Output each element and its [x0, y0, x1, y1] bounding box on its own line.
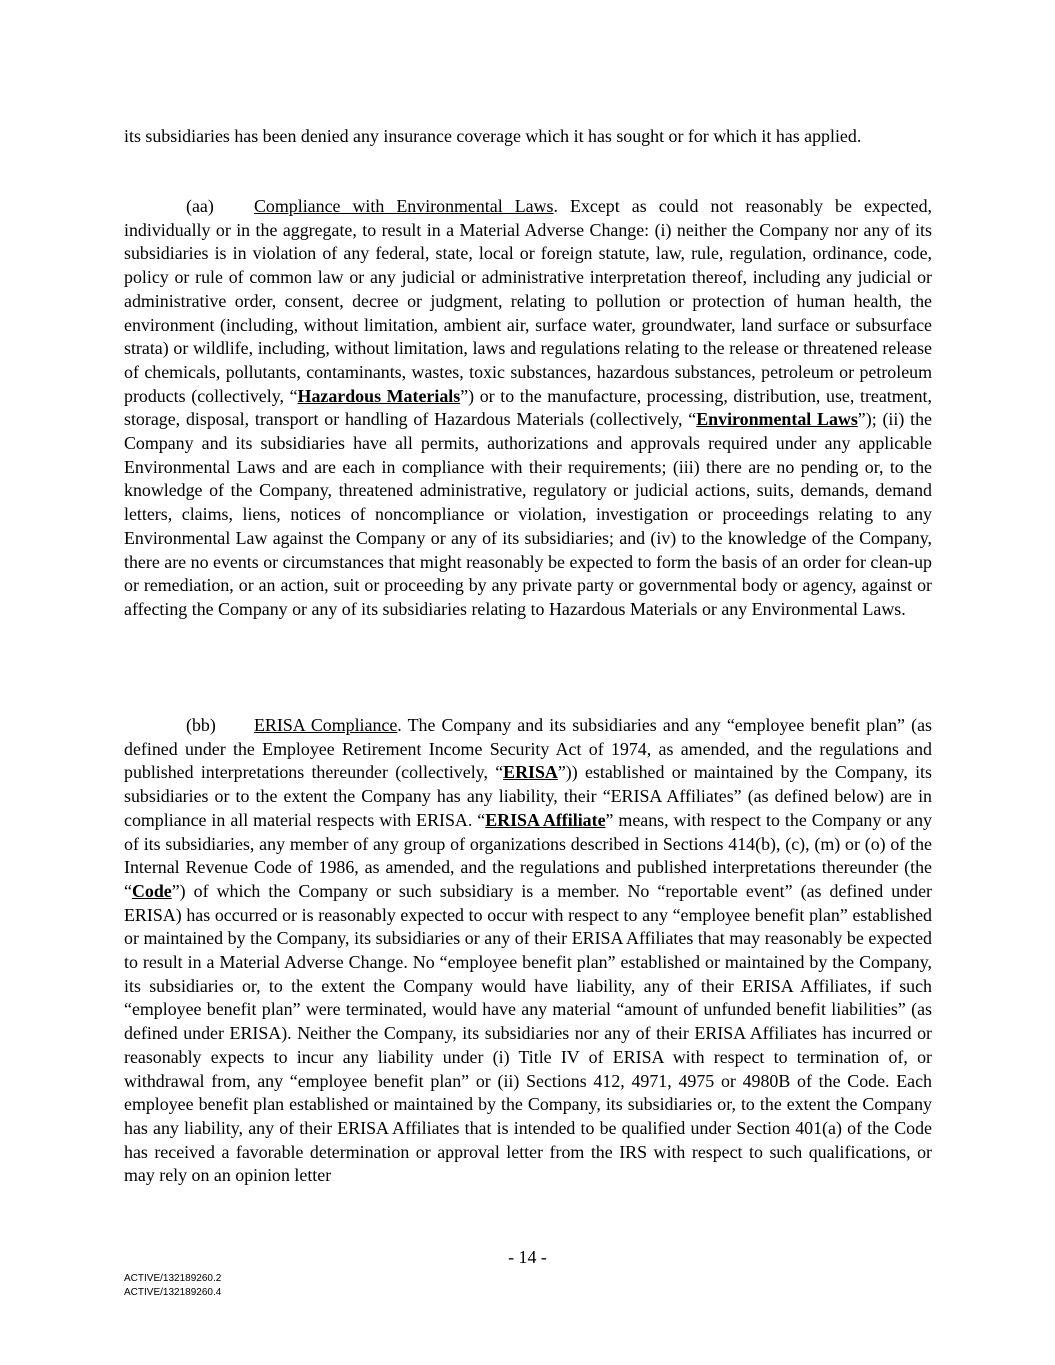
section-aa-text-3: ”); (ii) the Company and its subsidiaries have all permits, authorizations and approvals required under any applicable Environmental Laws and are each in compliance with their requirements; (iii) there are no pending or, to the knowledge of the Company, threatened administrative, regulatory or judicial actions, suits, demands, demand letters, claims, liens, notices of noncompliance or violation, investigation or proceedings relating to any Environmental Law against the Company or any of its subsidiaries; and (iv) to the knowledge of the Company, there are no events or circumstances that might reasonably be expected to form the basis of an order for clean-up or remediation, or an action, suit or proceeding by any private party or governmental body or agency, against or affecting the Company or any of its subsidiaries relating to Hazardous Materials or any Environmental Laws.: [124, 409, 932, 619]
page-number: - 14 -: [508, 1247, 547, 1267]
section-bb-text-2: ”)) established or maintained by the Company, its subsidiaries or to the extent the Company has any liability, their “ERISA Affiliates” (as defined below) are in compliance in all material respects with ERISA. “: [124, 762, 932, 830]
section-bb-number: (bb): [186, 715, 216, 735]
section-bb-heading: ERISA Compliance: [254, 715, 398, 735]
footer-doc-id-1: ACTIVE/132189260.2: [124, 1273, 222, 1284]
section-bb: [124, 714, 932, 1188]
defined-term-hazardous-materials: Hazardous Materials: [297, 385, 461, 406]
footer-doc-id-2: ACTIVE/132189260.4: [124, 1287, 222, 1298]
section-bb-text-1: . The Company and its subsidiaries and any “employee benefit plan” (as defined under the Employee Retirement Income Security Act of 1974, as amended, and the regulations and published interpretations thereunder (collectively, “: [124, 715, 932, 783]
section-aa-text-2: ”) or to the manufacture, processing, distribution, use, treatment, storage, disposal, transport or handling of Hazardous Materials (collectively, “: [124, 385, 933, 430]
continuation-text: its subsidiaries has been denied any insurance coverage which it has sought or for which it has applied.: [124, 126, 862, 146]
defined-term-erisa: ERISA: [503, 762, 558, 783]
section-aa-number: (aa): [186, 196, 214, 216]
defined-term-code: Code: [131, 880, 172, 901]
defined-term-environmental-laws: Environmental Laws: [696, 409, 858, 430]
section-aa-text-1: . Except as could not reasonably be expected, individually or in the aggregate, to result in a Material Adverse Change: (i) neither the Company nor any of its subsidiaries is in violation of any federal, state, local or foreign statute, law, rule, regulation, ordinance, code, policy or rule of common law or any judicial or administrative interpretation thereof, including any judicial or administrative order, consent, decree or judgment, relating to pollution or protection of human health, the environment (including, without limitation, ambient air, surface water, groundwater, land surface or subsurface strata) or wildlife, including, without limitation, laws and regulations relating to the release or threatened release of chemicals, pollutants, contaminants, wastes, toxic substances, hazardous substances, petroleum or petroleum products (collectively, “: [124, 196, 933, 406]
section-aa-heading: Compliance with Environmental Laws: [254, 196, 554, 216]
defined-term-erisa-affiliate: ERISA Affiliate: [485, 809, 606, 830]
paragraph-continuation: [124, 125, 932, 149]
section-aa: [124, 195, 932, 622]
section-bb-text-3: ” means, with respect to the Company or any of its subsidiaries, any member of any group of organizations described in Sections 414(b), (c), (m) or (o) of the Internal Revenue Code of 1986, as amended, and the regulations and published interpretations thereunder (the “: [124, 809, 932, 901]
section-bb-text-4: ”) of which the Company or such subsidiary is a member. No “reportable event” (as defined under ERISA) has occurred or is reasonably expected to occur with respect to any “employee benefit plan” established or maintained by the Company, its subsidiaries or any of their ERISA Affiliates that may reasonably be expected to result in a Material Adverse Change. No “employee benefit plan” established or maintained by the Company, its subsidiaries or, to the extent the Company would have liability, any of their ERISA Affiliates, if such “employee benefit plan” were terminated, would have any material “amount of unfunded benefit liabilities” (as defined under ERISA). Neither the Company, its subsidiaries nor any of their ERISA Affiliates has incurred or reasonably expects to incur any liability under (i) Title IV of ERISA with respect to termination of, or withdrawal from, any “employee benefit plan” or (ii) Sections 412, 4971, 4975 or 4980B of the Code. Each employee benefit plan established or maintained by the Company, its subsidiaries or, to the extent the Company has any liability, any of their ERISA Affiliates that is intended to be qualified under Section 401(a) of the Code has received a favorable determination or approval letter from the IRS with respect to such qualifications, or may rely on an opinion letter: [124, 880, 932, 1186]
document-footer: [124, 1272, 221, 1300]
